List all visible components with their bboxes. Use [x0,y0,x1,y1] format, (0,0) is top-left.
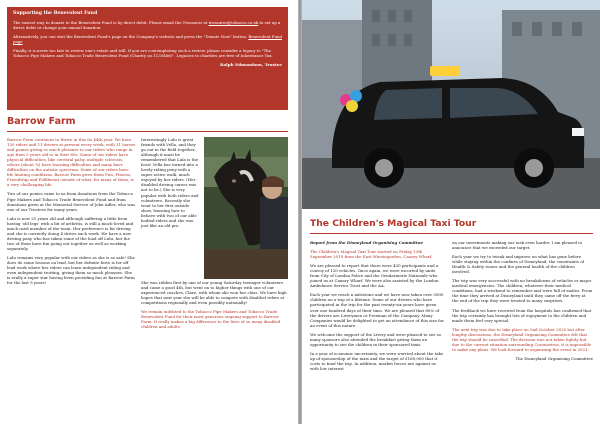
taxi-photo [302,0,600,209]
taxi-tour-column-2 [452,240,593,365]
pony-photo-image [204,137,288,279]
barrow-farm-column-2 [141,137,200,232]
title-divider-right [310,233,593,234]
taxi-tour-title: The Children's Magical Taxi Tour [310,218,477,229]
box-paragraph-3: Finally, it is never too late to review one's estate and will. If you are contemplating such a review, please consider a legacy to "The Tobacco Pipe Makers and Tobacco Trade Benevolent Fund (Charity no.1135466)". Legacies to charities are free of Inheritance Tax. [13,47,273,58]
barrow-paragraph-2: Two of our ponies came to us from donations from the Tobacco Pipe Makers and Tobacco Trade Benevolent Fund and from donations given at the Memorial Service of John Adler, who was one of our Trustees for many years. [7,191,135,212]
barrow-farm-bottom-text [141,280,288,333]
left-page [0,0,298,424]
taxi-paragraph-2: Each year we reach a milestone and we have now taken over 5000 children on a trip of a lifetime. Some of our drivers who have participated in the trip for the past twenty-six years have given over one hundred days of their time. We are pleased that 80% of the drivers are Liverymen or Freeman of the Company. Many Companies would be delighted to get an attendance of this size for an event of this nature. [310,292,444,328]
barrow-paragraph-5: Interestingly Lulu is great friends with Vella, and they go out in the field together, although it must be remembered that Lula is the boss! Vella has turned into a lovely riding pony with a super active walk, much enjoyed by her riders. (Her disabled driving career was not to be.) She is very popular with both riders and volunteers. Recently she went to her first outside show, learning how to behave with two of our able bodied riders and she was just like an old pro. [141,137,199,228]
box-paragraph-1 [13,20,282,30]
committee-signature: The Disneyland Organising Committee [515,355,593,361]
box-title: Supporting the Benevolent Fund [13,11,98,16]
pony-photo [204,137,288,279]
box-paragraph-2 [13,34,282,44]
taxi-paragraph-1: We are pleased to report that there were 420 participants and a convoy of 120 vehicles. Once again, we were escorted by units from City of London Police and the Gendarmerie Nationale who joined us at Canary Wharf. We were also assisted by the London Ambulance Service Trust and the AA. [310,263,439,289]
taxi-intro: The Children's Magical Taxi Tour started on Friday 13th September 2019 from the East Winstogarden, Canary Wharf. [310,249,433,260]
taxi-paragraph-4: In a year of economic uncertainty, we were worried about the take up of sponsorship of the taxis and the target of £160,000 that it costs to fund the trip. In addition, market forces are against us with low interest [310,350,444,371]
barrow-paragraph-3: Lulu is now 21 years old and although suffering a little from having 'old legs' with a bit of arthritis, is still a much-loved and much used member of the team. Her preference is for driving and she is currently doing 4 drives each week. We have a new driving pony who has taken some of the load off Lulu, but the two of them have fun going out together as well as working separately. [7,215,134,251]
box-p2-text: Alternatively, you can visit the Benevolent Fund's page on the Company's website and press the "Donate Now" button. [13,33,249,39]
box-signature: Ralph Edmondson, Trustee [220,61,282,67]
taxi-paragraph-7: The trip was very successful with no breakdowns of vehicles or major medical emergencies. The children, whatever their medical conditions, had a weekend to remember and were full of smiles. From the time they arrived at Disneyland until they came off the ferry at the end of the trip they were treated to many surprises. [452,278,593,304]
report-byline: Report from the Disneyland Organising Committee [310,240,423,245]
taxi-paragraph-9: The next trip was due to take place on 2nd October 2020 but after lengthy discussions, the Disneyland Organising Committee felt that the trip should be cancelled. The decision was not taken lightly but due to the current situation surrounding Coronavirus, it is impossible to make any plans. We look forward to organising the event in 2021. [452,326,592,352]
box-p1-text-b: to set up a direct debit or change your annual donation. [13,19,281,30]
barrow-farm-title: Barrow Farm [7,116,76,127]
right-page [302,0,600,424]
taxi-paragraph-8: The feedback we have received from the hospitals has confirmed that the trip certainly has brought lots of enjoyment to the children and made them feel very special. [452,307,592,323]
barrow-paragraph-4: Lulu remains very popular with our riders as she is so safe! She does do some lessons on lead, but her definite forte is for off lead work where her riders can learn independent riding and even independent trotting, giving them so much pleasure. She is really a super star having been providing fun at Barrow Farm for the last 9 years! [7,254,135,286]
taxi-tour-column-1 [310,240,444,375]
barrow-farm-column-1 [7,137,136,289]
box-p1-text-a: The easiest way to donate to the Benevolent Fund is by direct debit. Please email the Treasurer at [13,19,209,25]
treasurer-email-link[interactable]: treasurer@tobacco.co.uk [208,19,259,25]
benevolent-fund-page-link[interactable]: Benevolent Fund page [13,33,282,44]
title-divider [7,131,288,132]
benevolent-fund-box [7,7,288,110]
taxi-photo-image [302,0,600,209]
taxi-paragraph-5: on our investments making our task even harder. I am pleased to announce that we exceeded our target. [452,240,583,251]
barrow-paragraph-1: Barrow Farm continues to thrive in this its 44th year. We have 130 riders and 11 drivers at present every week, with 11 horses and ponies giving so much pleasure to our riders who range in age from 5 years old to in their 60s. Some of our riders have physical difficulties, like cerebral palsy, multiple sclerosis, others (about ¾) have learning difficulties and many have difficulties on the autistic spectrum. Some of our riders have life limiting conditions. Barrow Farm gives them Fun, Fitness, Friendship and Fulfilment outside of what, for many of them, is a very challenging life. [7,137,136,188]
barrow-paragraph-6: She was ridden first by one of our young Saturday teenager volunteers and came a good 4th, but went on to higher things with one of our experienced coaches, Clare, with whom she won her class. We have high hopes that next year she will be able to compete with disabled riders at competitions regionally and even possibly nationally! [141,280,287,306]
taxi-paragraph-6: Each year we try to tweak and improve on what has gone before while staying within the confines of Disneyland, the constraints of Health & Safety issues and the general health of the children involved. [452,254,585,275]
barrow-paragraph-7: We remain indebted to the Tobacco Pipe Makers and Tobacco Trade Benevolent Fund for their most generous ongoing support to Barrow Farm. It really makes a big difference to the lives of so many disabled children and adults. [141,309,281,330]
taxi-paragraph-3: We welcome the support of the Livery and were pleased to see so many sponsors also attended the breakfast giving them an opportunity to see the children in their sponsored taxis. [310,331,442,347]
